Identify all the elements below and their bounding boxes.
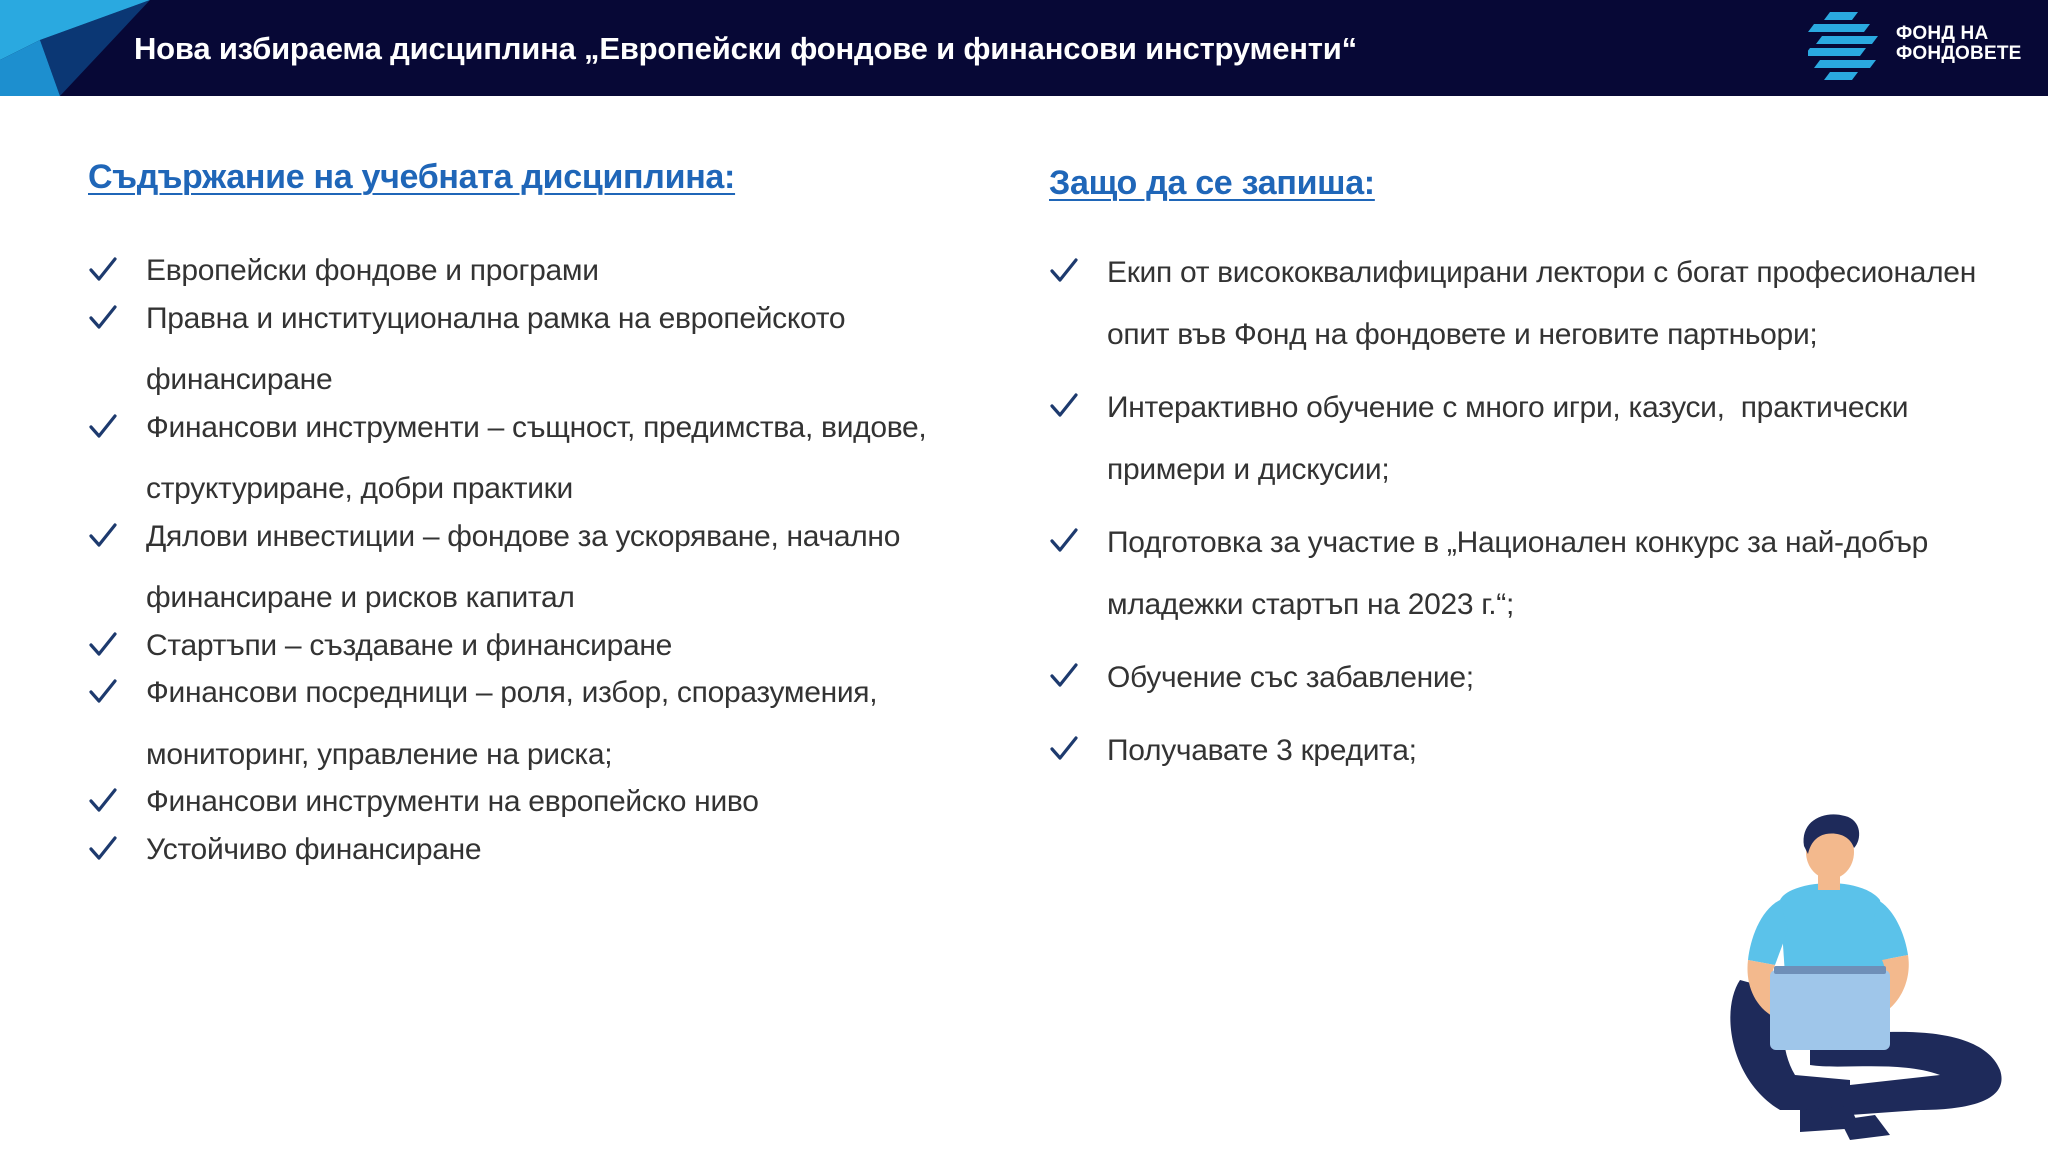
person-with-laptop-illustration xyxy=(1700,810,2020,1152)
checkmark-icon xyxy=(88,255,118,285)
list-item-text: опит във Фонд на фондовете и неговите партньори; xyxy=(1107,318,1818,351)
checkmark-icon xyxy=(88,834,118,864)
list-item-text: младежки стартъп на 2023 г.“; xyxy=(1107,588,1515,621)
list-item-text: структуриране, добри практики xyxy=(146,472,573,505)
list-item-text: примери и дискусии; xyxy=(1107,453,1390,486)
why-enroll-section xyxy=(1049,164,1989,793)
checkmark-icon xyxy=(1049,256,1079,286)
list-item xyxy=(1049,647,1989,709)
list-item-text: Правна и институционална рамка на европейското финансиране xyxy=(146,301,846,396)
list-item xyxy=(88,662,1028,785)
why-enroll-list xyxy=(1049,242,1989,782)
checkmark-icon xyxy=(1049,734,1079,764)
list-item-text: Обучение със забавление; xyxy=(1107,661,1474,694)
list-item xyxy=(88,397,1028,520)
list-item xyxy=(1049,720,1989,782)
list-item xyxy=(1049,377,1989,501)
list-item-text: мониторинг, управление на риска; xyxy=(146,737,613,771)
list-item-text: Екип от висококвалифицирани лектори с богат професионален xyxy=(1107,256,1976,289)
checkmark-icon xyxy=(1049,391,1079,421)
checkmark-icon xyxy=(1049,526,1079,556)
checkmark-icon xyxy=(88,412,118,442)
checkmark-icon xyxy=(88,677,118,707)
list-item-text: Финансови инструменти – същност, предимства, видове, xyxy=(146,410,927,444)
list-item xyxy=(1049,512,1989,636)
list-item xyxy=(88,506,1028,629)
list-item-text: Стартъпи – създаване и финансиране xyxy=(146,628,673,662)
checkmark-icon xyxy=(1049,661,1079,691)
list-item-text: Устойчиво финансиране xyxy=(146,832,482,866)
list-item-text: Интерактивно обучение с много игри, казуси, практически xyxy=(1107,391,1909,424)
course-content-title: Съдържание на учебната дисциплина: xyxy=(88,158,736,196)
checkmark-icon xyxy=(88,521,118,551)
list-item-text: Получавате 3 кредита; xyxy=(1107,734,1417,767)
why-enroll-title: Защо да се запиша: xyxy=(1049,164,1375,202)
list-item-text: финансиране и рисков капитал xyxy=(146,581,575,614)
logo-line-1: ФОНД НА xyxy=(1896,23,1989,44)
list-item xyxy=(1049,242,1989,366)
list-item-text: Финансови инструменти на европейско ниво xyxy=(146,785,759,818)
list-item xyxy=(88,819,1028,881)
logo-line-2: ФОНДОВЕТЕ xyxy=(1896,43,2022,64)
list-item-text: Европейски фондове и програми xyxy=(146,254,599,287)
logo-mark-icon xyxy=(1808,10,1888,86)
list-item-text: Финансови посредници – роля, избор, споразумения, xyxy=(146,676,878,709)
fund-of-funds-logo xyxy=(1808,10,2028,86)
list-item-text: Дялови инвестиции – фондове за ускоряване, начално xyxy=(146,519,901,553)
course-content-list xyxy=(88,240,1028,880)
header-bar xyxy=(0,0,2048,96)
checkmark-icon xyxy=(88,786,118,816)
checkmark-icon xyxy=(88,630,118,660)
list-item-text: Подготовка за участие в „Национален конкурс за най-добър xyxy=(1107,526,1929,559)
logo-text xyxy=(1896,24,2022,64)
list-item xyxy=(88,288,1028,411)
slide-title: Нова избираема дисциплина „Европейски фондове и финансови инструменти“ xyxy=(134,31,1357,66)
checkmark-icon xyxy=(88,303,118,333)
course-content-section xyxy=(88,158,1028,880)
